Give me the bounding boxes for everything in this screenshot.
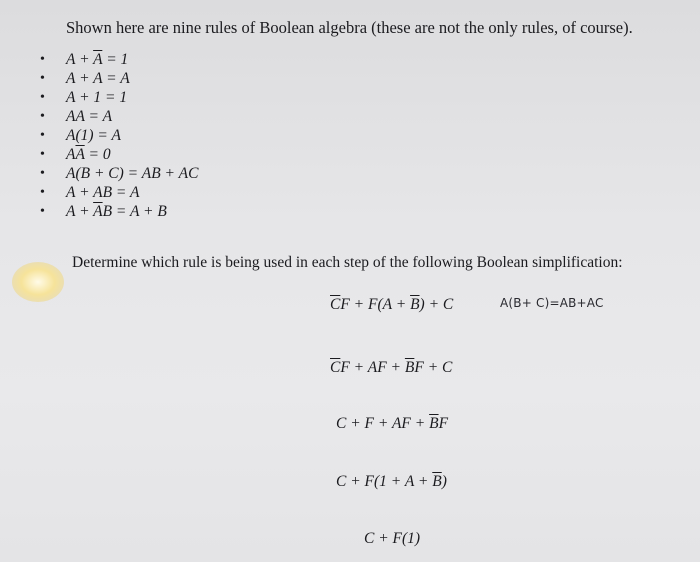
rule-item: • A + 1 = 1 xyxy=(40,89,128,106)
bullet-icon: • xyxy=(40,71,45,86)
simplification-step-5: C + F(1) xyxy=(364,530,421,547)
bullet-icon: • xyxy=(40,204,45,219)
light-glare xyxy=(12,262,64,302)
rule-item: • $A + \overline{A}B = A + B$ xyxy=(40,203,167,220)
intro-text: Shown here are nine rules of Boolean algebra (these are not the only rules, of course). xyxy=(66,18,633,37)
rule-item: • $A\overline{A} = 0$ xyxy=(40,146,111,163)
bullet-icon: • xyxy=(40,185,45,200)
rule-item: • A + AB = A xyxy=(40,184,140,201)
handwritten-note: A(B+ C)=AB+AC xyxy=(500,296,604,310)
bullet-icon: • xyxy=(40,166,45,181)
bullet-icon: • xyxy=(40,128,45,143)
rule-item: • A(B + C) = AB + AC xyxy=(40,165,199,182)
simplification-step-2: $\overline{C}F$ + AF + $\overline{B}F + C$ xyxy=(330,359,453,376)
bullet-icon: • xyxy=(40,109,45,124)
question-text: Determine which rule is being used in each step of the following Boolean simplification: xyxy=(72,254,623,271)
rule-item: • $A + \overline{A} = 1$ xyxy=(40,51,129,68)
rule-item: • AA = A xyxy=(40,108,113,125)
bullet-icon: • xyxy=(40,147,45,162)
simplification-step-4: $C + F(1 + A + \overline{B})$ xyxy=(336,473,447,490)
simplification-step-1: $\overline{C}F + F(A + \overline{B}) + C$ xyxy=(330,296,454,313)
simplification-step-3: C + F + AF + $\overline{B}F$ xyxy=(336,415,449,432)
rules-list xyxy=(40,50,198,221)
rule-item: • A + A = A xyxy=(40,70,130,87)
bullet-icon: • xyxy=(40,90,45,105)
bullet-icon: • xyxy=(40,52,45,67)
rule-item: • A(1) = A xyxy=(40,127,121,144)
